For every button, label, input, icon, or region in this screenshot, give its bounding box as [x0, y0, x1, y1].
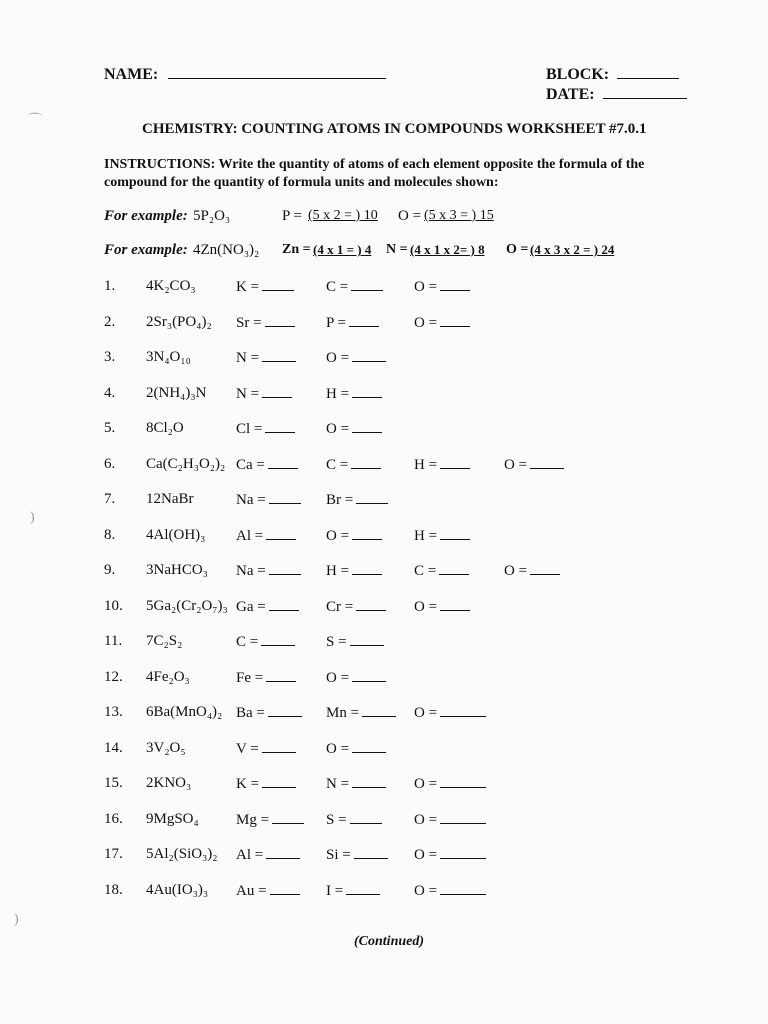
- problem-row: [0, 633, 768, 655]
- scan-mark: ): [30, 510, 35, 525]
- continued-note: (Continued): [354, 934, 425, 949]
- element-answer: [326, 456, 381, 474]
- answer-blank[interactable]: [266, 846, 300, 859]
- element-answer: [326, 811, 382, 829]
- problem-formula: 2KNO₃: [146, 775, 192, 791]
- answer-blank[interactable]: [354, 846, 388, 859]
- element-label: C =: [236, 634, 259, 650]
- answer-blank[interactable]: [266, 669, 296, 682]
- problem-number: 1.: [104, 278, 116, 294]
- element-label: N =: [236, 350, 260, 366]
- problem-number: 8.: [104, 526, 116, 543]
- answer-blank[interactable]: [272, 811, 304, 824]
- name-field[interactable]: [168, 78, 386, 79]
- element-label: Br =: [326, 492, 354, 508]
- element-label: N =: [236, 385, 260, 402]
- answer-blank[interactable]: [440, 456, 470, 469]
- example-label: For example:: [104, 208, 188, 224]
- element-label: O =: [326, 421, 350, 437]
- element-label: O =: [414, 811, 438, 828]
- element-answer: [236, 420, 295, 438]
- name-row: [104, 66, 386, 84]
- worksheet-title: CHEMISTRY: COUNTING ATOMS IN COMPOUNDS WORKSHEET #7.0.1: [142, 121, 647, 137]
- problem-formula: 3NaHCO₃: [146, 562, 208, 578]
- answer-blank[interactable]: [262, 349, 296, 362]
- example-2: [0, 242, 768, 264]
- problem-formula: 4Fe₂O₃: [146, 668, 190, 685]
- problem-formula: 2Sr₃(PO₄)₂: [146, 313, 212, 330]
- answer-blank[interactable]: [352, 775, 386, 788]
- problem-formula: 9MgSO₄: [146, 810, 199, 827]
- problem-number: 12.: [104, 668, 123, 685]
- problem-row: [0, 882, 768, 904]
- example-zn-label: Zn =: [282, 242, 311, 257]
- element-label: H =: [414, 527, 438, 544]
- answer-blank[interactable]: [530, 456, 564, 469]
- problem-number: 13.: [104, 704, 123, 720]
- answer-blank[interactable]: [266, 527, 296, 540]
- problem-formula: 8Cl₂O: [146, 420, 184, 436]
- element-answer: [414, 704, 486, 722]
- element-answer: [236, 598, 299, 616]
- element-label: O =: [504, 563, 528, 579]
- element-answer: [326, 420, 382, 438]
- element-answer: [326, 775, 386, 793]
- element-label: Ga =: [236, 598, 266, 615]
- element-label: C =: [326, 279, 349, 295]
- problem-number: 18.: [104, 881, 123, 898]
- problem-row: [0, 846, 768, 868]
- element-answer: [236, 740, 296, 758]
- answer-blank[interactable]: [440, 278, 470, 291]
- element-label: O =: [504, 456, 528, 473]
- element-answer: [236, 491, 301, 509]
- element-label: O =: [414, 598, 438, 615]
- answer-blank[interactable]: [352, 349, 386, 362]
- answer-blank[interactable]: [262, 385, 292, 398]
- element-answer: [326, 278, 383, 296]
- answer-blank[interactable]: [350, 811, 382, 824]
- element-label: H =: [414, 456, 438, 473]
- problem-formula: 2(NH₄)₃N: [146, 384, 207, 401]
- name-label: NAME:: [104, 66, 159, 83]
- element-answer: [414, 598, 470, 616]
- element-answer: [236, 882, 300, 900]
- answer-blank[interactable]: [440, 527, 470, 540]
- answer-blank[interactable]: [346, 882, 380, 895]
- problem-row: [0, 704, 768, 726]
- element-answer: [326, 314, 379, 332]
- element-answer: [326, 740, 386, 758]
- element-answer: [236, 385, 292, 403]
- element-answer: [414, 811, 486, 829]
- answer-blank[interactable]: [352, 562, 382, 575]
- example-formula: 4Zn(NO₃)₂: [193, 242, 260, 258]
- element-answer: [236, 633, 295, 651]
- element-label: Ba =: [236, 705, 265, 721]
- element-label: Sr =: [236, 314, 262, 331]
- problem-number: 7.: [104, 491, 116, 507]
- element-answer: [326, 633, 384, 651]
- element-answer: [326, 527, 382, 545]
- example-o-value: (5 x 3 = ) 15: [424, 208, 494, 223]
- answer-blank[interactable]: [262, 775, 296, 788]
- problem-row: [0, 669, 768, 691]
- problem-formula: 3V₂O₅: [146, 739, 186, 756]
- problem-formula: 5Ga₂(Cr₂O₇)₃: [146, 597, 228, 614]
- answer-blank[interactable]: [352, 527, 382, 540]
- element-answer: [236, 278, 294, 296]
- element-answer: [236, 314, 295, 332]
- instructions-line-1: INSTRUCTIONS: Write the quantity of atoms of each element opposite the formula of the: [104, 157, 645, 172]
- answer-blank[interactable]: [440, 882, 486, 895]
- problem-row: [0, 314, 768, 336]
- element-answer: [236, 456, 298, 474]
- example-o-label: O =: [398, 208, 422, 224]
- element-label: V =: [236, 740, 259, 757]
- element-label: Si =: [326, 847, 351, 863]
- element-label: N =: [326, 776, 350, 792]
- element-label: Cl =: [236, 421, 263, 437]
- answer-blank[interactable]: [352, 420, 382, 433]
- problem-formula: 6Ba(MnO₄)₂: [146, 704, 223, 720]
- problem-number: 17.: [104, 846, 123, 862]
- element-label: O =: [326, 527, 350, 544]
- answer-blank[interactable]: [269, 491, 301, 504]
- answer-blank[interactable]: [265, 314, 295, 327]
- answer-blank[interactable]: [530, 562, 560, 575]
- date-row: [546, 86, 687, 104]
- example-o-value: (4 x 3 x 2 = ) 24: [530, 242, 615, 257]
- answer-blank[interactable]: [356, 598, 386, 611]
- answer-blank[interactable]: [352, 740, 386, 753]
- element-label: Mn =: [326, 705, 360, 721]
- element-answer: [236, 811, 304, 829]
- element-answer: [504, 456, 564, 474]
- problem-number: 6.: [104, 455, 116, 472]
- element-answer: [414, 775, 486, 793]
- answer-blank[interactable]: [352, 669, 386, 682]
- element-label: C =: [414, 563, 437, 579]
- answer-blank[interactable]: [269, 562, 301, 575]
- problem-formula: 5Al₂(SiO₃)₂: [146, 846, 218, 862]
- element-answer: [326, 882, 380, 900]
- element-answer: [236, 669, 296, 687]
- example-formula: 5P₂O₃: [193, 208, 231, 224]
- element-label: O =: [326, 740, 350, 757]
- element-label: Cr =: [326, 598, 354, 615]
- element-label: H =: [326, 563, 350, 579]
- date-field[interactable]: [603, 98, 687, 99]
- problem-row: [0, 420, 768, 442]
- element-answer: [414, 527, 470, 545]
- block-label: BLOCK:: [546, 66, 610, 83]
- problem-formula: Ca(C₂H₃O₂)₂: [146, 455, 226, 472]
- problem-row: [0, 740, 768, 762]
- problem-number: 15.: [104, 775, 123, 791]
- scan-mark: ): [14, 912, 19, 927]
- element-answer: [236, 704, 302, 722]
- answer-blank[interactable]: [439, 562, 469, 575]
- element-label: O =: [326, 350, 350, 366]
- element-answer: [414, 278, 470, 296]
- element-label: Ca =: [236, 456, 265, 473]
- element-label: S =: [326, 634, 347, 650]
- block-row: [546, 66, 679, 84]
- date-label: DATE:: [546, 86, 595, 103]
- problem-number: 11.: [104, 633, 123, 649]
- element-answer: [504, 562, 560, 580]
- element-label: O =: [414, 776, 438, 792]
- problem-row: [0, 491, 768, 513]
- problem-number: 5.: [104, 420, 116, 436]
- example-p-value: (5 x 2 = ) 10: [308, 208, 378, 223]
- example-n-value: (4 x 1 x 2= ) 8: [410, 242, 485, 257]
- problem-number: 3.: [104, 349, 116, 365]
- problem-formula: 4Au(IO₃)₃: [146, 881, 209, 898]
- element-label: S =: [326, 811, 347, 828]
- element-label: O =: [414, 314, 438, 331]
- answer-blank[interactable]: [262, 278, 294, 291]
- element-label: O =: [414, 705, 438, 721]
- answer-blank[interactable]: [351, 278, 383, 291]
- answer-blank[interactable]: [440, 846, 486, 859]
- problem-row: [0, 775, 768, 797]
- answer-blank[interactable]: [440, 811, 486, 824]
- element-label: H =: [326, 385, 350, 402]
- element-answer: [236, 562, 301, 580]
- instructions-line-2: compound for the quantity of formula units and molecules shown:: [104, 175, 499, 190]
- answer-blank[interactable]: [351, 456, 381, 469]
- problem-row: [0, 811, 768, 833]
- problem-row: [0, 349, 768, 371]
- element-answer: [236, 775, 296, 793]
- problem-number: 16.: [104, 810, 123, 827]
- element-label: Al =: [236, 527, 264, 544]
- element-answer: [326, 349, 386, 367]
- problem-row: [0, 385, 768, 407]
- element-label: I =: [326, 882, 344, 899]
- answer-blank[interactable]: [440, 314, 470, 327]
- problem-row: [0, 598, 768, 620]
- scan-mark: ⌒: [28, 114, 42, 129]
- element-answer: [414, 846, 486, 864]
- element-label: Na =: [236, 492, 266, 508]
- answer-blank[interactable]: [265, 420, 295, 433]
- answer-blank[interactable]: [440, 775, 486, 788]
- example-n-label: N =: [386, 242, 408, 257]
- block-field[interactable]: [617, 78, 679, 79]
- answer-blank[interactable]: [270, 882, 300, 895]
- answer-blank[interactable]: [352, 385, 382, 398]
- problem-row: [0, 527, 768, 549]
- example-o-label: O =: [506, 242, 529, 257]
- answer-blank[interactable]: [440, 704, 486, 717]
- example-label: For example:: [104, 242, 188, 258]
- problem-formula: 12NaBr: [146, 491, 194, 507]
- answer-blank[interactable]: [356, 491, 388, 504]
- element-label: O =: [326, 669, 350, 686]
- problem-number: 14.: [104, 739, 123, 756]
- answer-blank[interactable]: [268, 456, 298, 469]
- element-answer: [236, 846, 300, 864]
- problem-row: [0, 456, 768, 478]
- element-answer: [326, 385, 382, 403]
- element-answer: [236, 349, 296, 367]
- problem-number: 4.: [104, 384, 116, 401]
- problem-number: 10.: [104, 597, 123, 614]
- element-label: Au =: [236, 882, 267, 899]
- element-label: O =: [414, 882, 438, 899]
- answer-blank[interactable]: [362, 704, 396, 717]
- element-label: C =: [326, 456, 349, 473]
- problem-number: 2.: [104, 313, 116, 330]
- element-answer: [326, 669, 386, 687]
- problem-row: [0, 562, 768, 584]
- element-label: Na =: [236, 563, 266, 579]
- answer-blank[interactable]: [350, 633, 384, 646]
- example-zn-value: (4 x 1 = ) 4: [313, 242, 372, 257]
- problem-number: 9.: [104, 562, 116, 578]
- problem-formula: 4Al(OH)₃: [146, 526, 206, 543]
- element-answer: [236, 527, 296, 545]
- element-label: O =: [414, 847, 438, 863]
- answer-blank[interactable]: [268, 704, 302, 717]
- example-1: [0, 208, 768, 230]
- element-label: Mg =: [236, 811, 270, 828]
- problem-formula: 7C₂S₂: [146, 633, 183, 649]
- element-label: O =: [414, 279, 438, 295]
- answer-blank[interactable]: [440, 598, 470, 611]
- element-answer: [414, 882, 486, 900]
- answer-blank[interactable]: [269, 598, 299, 611]
- answer-blank[interactable]: [261, 633, 295, 646]
- element-answer: [414, 562, 469, 580]
- element-label: Fe =: [236, 669, 264, 686]
- element-answer: [326, 704, 396, 722]
- element-label: K =: [236, 279, 260, 295]
- problem-formula: 3N₄O₁₀: [146, 349, 191, 365]
- element-label: P =: [326, 314, 346, 331]
- element-label: Al =: [236, 847, 264, 863]
- element-answer: [414, 314, 470, 332]
- element-label: K =: [236, 776, 260, 792]
- answer-blank[interactable]: [349, 314, 379, 327]
- answer-blank[interactable]: [262, 740, 296, 753]
- element-answer: [326, 491, 388, 509]
- problem-row: [0, 278, 768, 300]
- element-answer: [326, 846, 388, 864]
- element-answer: [326, 562, 382, 580]
- problem-formula: 4K₂CO₃: [146, 278, 196, 294]
- element-answer: [326, 598, 386, 616]
- element-answer: [414, 456, 470, 474]
- example-p-label: P =: [282, 208, 302, 224]
